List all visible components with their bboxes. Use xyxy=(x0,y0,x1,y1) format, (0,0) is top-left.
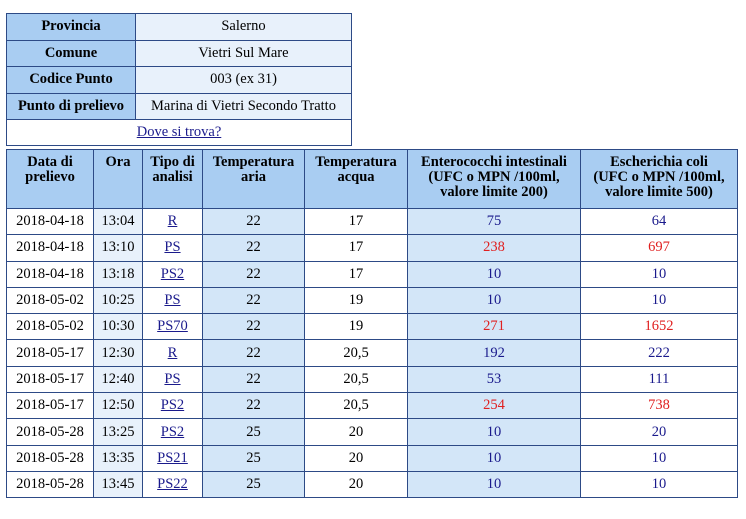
cell-ora: 13:18 xyxy=(94,262,143,288)
cell-enterococchi: 238 xyxy=(408,235,581,261)
cell-temperatura-acqua: 17 xyxy=(305,209,408,235)
location-info-body xyxy=(7,14,352,146)
location-link[interactable]: Dove si trova? xyxy=(136,124,222,140)
cell-tipo xyxy=(143,209,203,235)
cell-enterococchi: 10 xyxy=(408,419,581,445)
header-escherichia: Escherichia coli (UFC o MPN /100ml, valore limite 500) xyxy=(581,150,738,209)
table-row xyxy=(7,340,738,366)
header-ora: Ora xyxy=(94,150,143,209)
cell-temperatura-aria: 22 xyxy=(203,367,305,393)
table-row xyxy=(7,314,738,340)
cell-tipo xyxy=(143,419,203,445)
cell-date: 2018-04-18 xyxy=(7,209,94,235)
cell-enterococchi: 10 xyxy=(408,288,581,314)
analysis-type-link[interactable]: PS2 xyxy=(160,423,185,440)
cell-temperatura-aria: 22 xyxy=(203,393,305,419)
cell-ora: 13:45 xyxy=(94,472,143,498)
samples-table-body xyxy=(7,209,738,498)
cell-enterococchi: 254 xyxy=(408,393,581,419)
cell-temperatura-aria: 22 xyxy=(203,209,305,235)
analysis-type-link[interactable]: PS70 xyxy=(157,318,188,335)
cell-ora: 10:30 xyxy=(94,314,143,340)
cell-date: 2018-05-02 xyxy=(7,288,94,314)
cell-enterococchi: 10 xyxy=(408,262,581,288)
analysis-type-link[interactable]: PS2 xyxy=(160,397,185,414)
header-date: Data di prelievo xyxy=(7,150,94,209)
samples-header-row xyxy=(7,150,738,209)
provincia-label: Provincia xyxy=(7,14,136,41)
analysis-type-link[interactable]: PS21 xyxy=(157,449,188,466)
table-row xyxy=(7,288,738,314)
codice-punto-label: Codice Punto xyxy=(7,67,136,94)
info-row-provincia xyxy=(7,14,352,41)
cell-escherichia: 697 xyxy=(581,235,738,261)
info-row-codice-punto xyxy=(7,67,352,94)
cell-temperatura-aria: 22 xyxy=(203,314,305,340)
cell-tipo xyxy=(143,262,203,288)
cell-temperatura-acqua: 19 xyxy=(305,314,408,340)
codice-punto-value: 003 (ex 31) xyxy=(136,67,352,94)
samples-table xyxy=(6,149,738,498)
cell-temperatura-aria: 25 xyxy=(203,472,305,498)
cell-enterococchi: 271 xyxy=(408,314,581,340)
cell-ora: 12:40 xyxy=(94,367,143,393)
cell-escherichia: 222 xyxy=(581,340,738,366)
analysis-type-link[interactable]: PS2 xyxy=(160,265,185,282)
cell-temperatura-acqua: 17 xyxy=(305,262,408,288)
cell-enterococchi: 10 xyxy=(408,472,581,498)
header-aria: Temperatura aria xyxy=(203,150,305,209)
cell-date: 2018-05-17 xyxy=(7,393,94,419)
cell-temperatura-aria: 22 xyxy=(203,288,305,314)
cell-tipo xyxy=(143,367,203,393)
punto-prelievo-label: Punto di prelievo xyxy=(7,94,136,121)
table-row xyxy=(7,209,738,235)
table-row xyxy=(7,472,738,498)
location-info-table xyxy=(6,13,352,146)
cell-enterococchi: 53 xyxy=(408,367,581,393)
analysis-type-link[interactable]: PS xyxy=(164,370,181,387)
info-row-punto-prelievo xyxy=(7,94,352,121)
cell-escherichia: 111 xyxy=(581,367,738,393)
cell-temperatura-aria: 22 xyxy=(203,235,305,261)
cell-ora: 12:30 xyxy=(94,340,143,366)
cell-date: 2018-05-17 xyxy=(7,367,94,393)
info-row-location-link xyxy=(7,120,352,146)
info-row-comune xyxy=(7,41,352,68)
cell-tipo xyxy=(143,446,203,472)
analysis-type-link[interactable]: PS xyxy=(164,292,181,309)
cell-temperatura-aria: 25 xyxy=(203,419,305,445)
table-row xyxy=(7,393,738,419)
comune-label: Comune xyxy=(7,41,136,68)
cell-temperatura-acqua: 20 xyxy=(305,472,408,498)
cell-date: 2018-04-18 xyxy=(7,235,94,261)
samples-table-head xyxy=(7,150,738,209)
table-row xyxy=(7,367,738,393)
cell-escherichia: 738 xyxy=(581,393,738,419)
cell-tipo xyxy=(143,235,203,261)
cell-temperatura-acqua: 20,5 xyxy=(305,367,408,393)
cell-escherichia: 10 xyxy=(581,288,738,314)
punto-prelievo-value: Marina di Vietri Secondo Tratto xyxy=(136,94,352,121)
location-link-cell xyxy=(7,120,352,146)
cell-ora: 13:35 xyxy=(94,446,143,472)
cell-temperatura-acqua: 20 xyxy=(305,446,408,472)
table-row xyxy=(7,446,738,472)
cell-escherichia: 64 xyxy=(581,209,738,235)
cell-date: 2018-05-17 xyxy=(7,340,94,366)
cell-escherichia: 10 xyxy=(581,446,738,472)
cell-date: 2018-05-02 xyxy=(7,314,94,340)
cell-temperatura-aria: 25 xyxy=(203,446,305,472)
analysis-type-link[interactable]: PS22 xyxy=(157,476,188,493)
cell-ora: 13:25 xyxy=(94,419,143,445)
cell-ora: 13:04 xyxy=(94,209,143,235)
header-enterococchi: Enterococchi intestinali (UFC o MPN /100ml, valore limite 200) xyxy=(408,150,581,209)
cell-temperatura-acqua: 20 xyxy=(305,419,408,445)
cell-escherichia: 1652 xyxy=(581,314,738,340)
cell-escherichia: 10 xyxy=(581,262,738,288)
analysis-type-link[interactable]: PS xyxy=(164,239,181,256)
cell-temperatura-acqua: 19 xyxy=(305,288,408,314)
header-tipo: Tipo di analisi xyxy=(143,150,203,209)
cell-tipo xyxy=(143,393,203,419)
cell-tipo xyxy=(143,288,203,314)
provincia-value: Salerno xyxy=(136,14,352,41)
header-acqua: Temperatura acqua xyxy=(305,150,408,209)
cell-tipo xyxy=(143,314,203,340)
cell-tipo xyxy=(143,340,203,366)
cell-enterococchi: 10 xyxy=(408,446,581,472)
cell-ora: 13:10 xyxy=(94,235,143,261)
analysis-type-link[interactable]: R xyxy=(167,213,178,230)
cell-ora: 10:25 xyxy=(94,288,143,314)
cell-escherichia: 20 xyxy=(581,419,738,445)
cell-enterococchi: 192 xyxy=(408,340,581,366)
cell-ora: 12:50 xyxy=(94,393,143,419)
cell-temperatura-acqua: 20,5 xyxy=(305,393,408,419)
comune-value: Vietri Sul Mare xyxy=(136,41,352,68)
cell-date: 2018-04-18 xyxy=(7,262,94,288)
cell-date: 2018-05-28 xyxy=(7,419,94,445)
cell-enterococchi: 75 xyxy=(408,209,581,235)
cell-date: 2018-05-28 xyxy=(7,446,94,472)
cell-escherichia: 10 xyxy=(581,472,738,498)
table-row xyxy=(7,419,738,445)
table-row xyxy=(7,262,738,288)
cell-date: 2018-05-28 xyxy=(7,472,94,498)
analysis-type-link[interactable]: R xyxy=(167,344,178,361)
table-row xyxy=(7,235,738,261)
cell-temperatura-aria: 22 xyxy=(203,340,305,366)
cell-temperatura-acqua: 20,5 xyxy=(305,340,408,366)
cell-temperatura-aria: 22 xyxy=(203,262,305,288)
cell-tipo xyxy=(143,472,203,498)
cell-temperatura-acqua: 17 xyxy=(305,235,408,261)
